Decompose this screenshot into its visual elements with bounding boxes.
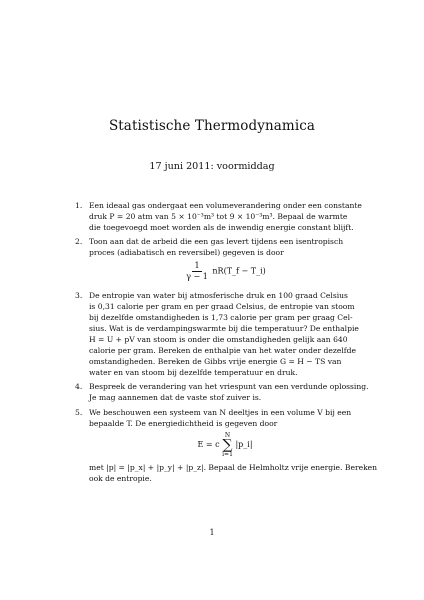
question-text bbox=[89, 200, 361, 233]
question-text bbox=[89, 290, 361, 378]
sum-upper-limit: N bbox=[224, 432, 231, 439]
question-1 bbox=[75, 200, 362, 233]
text-line: ook de entropie. bbox=[89, 474, 152, 483]
question-text-continued bbox=[89, 462, 378, 484]
page-number: 1 bbox=[209, 528, 215, 537]
text-line: We beschouwen een systeem van N deeltjes in een volume V bij een bbox=[89, 408, 352, 417]
text-line: omstandigheden. Bereken de Gibbs vrije energie G = H − TS van bbox=[89, 357, 342, 366]
fraction-numerator: 1 bbox=[194, 261, 200, 270]
energy-equation bbox=[89, 432, 361, 458]
text-line: water en van stoom bij dezelfde temperatuur en druk. bbox=[89, 368, 298, 377]
text-line: met |p| = |p_x| + |p_y| + |p_z|. Bepaal de Helmholtz vrije energie. Bereken bbox=[89, 463, 378, 472]
equation-rest: nR(T_f − T_i) bbox=[212, 266, 266, 276]
text-line: De entropie van water bij atmosferische druk en 100 graad Celsius bbox=[89, 291, 348, 300]
summand: |p_i| bbox=[235, 440, 253, 449]
question-number: 3. bbox=[75, 291, 83, 300]
question-4 bbox=[75, 381, 369, 403]
question-number: 2. bbox=[75, 237, 83, 246]
text-line: proces (adiabatisch en reversibel) gegeven is door bbox=[89, 248, 284, 257]
question-number: 5. bbox=[75, 408, 83, 417]
question-number: 1. bbox=[75, 201, 83, 210]
text-line: calorie per gram. Bereken de enthalpie van het water onder dezelfde bbox=[89, 346, 356, 355]
sigma-symbol: ∑ bbox=[222, 437, 233, 453]
question-2 bbox=[75, 236, 361, 286]
text-line: bij dezelfde omstandigheden is 1,73 calorie per gram per graag Cel- bbox=[89, 313, 353, 322]
question-text bbox=[89, 407, 361, 429]
question-text bbox=[89, 236, 361, 258]
text-line: H = U + pV van stoom is onder die omstandigheden gelijk aan 640 bbox=[89, 335, 348, 344]
question-3 bbox=[75, 290, 361, 378]
text-line: is 0,31 calorie per gram en per graad Celsius, de entropie van stoom bbox=[89, 302, 355, 311]
text-line: Bespreek de verandering van het vriespunt van een verdunde oplossing. bbox=[89, 382, 369, 391]
question-number: 4. bbox=[75, 382, 83, 391]
question-5 bbox=[75, 407, 378, 484]
text-line: druk P = 20 atm van 5 × 10⁻³m³ tot 9 × 10⁻³m³. Bepaal de warmte bbox=[89, 212, 348, 221]
page-title: Statistische Thermodynamica bbox=[108, 118, 316, 134]
fraction bbox=[184, 261, 210, 282]
text-line: die toegevoegd moet worden als de inwendig energie constant blijft. bbox=[89, 223, 354, 232]
exam-date: 17 juni 2011: voormiddag bbox=[149, 161, 275, 172]
question-text bbox=[89, 381, 369, 403]
text-line: Een ideaal gas ondergaat een volumeverandering onder een constante bbox=[89, 201, 362, 210]
fraction-denominator: γ − 1 bbox=[186, 272, 208, 281]
summation-sign bbox=[222, 432, 233, 458]
text-line: Toon aan dat de arbeid die een gas levert tijdens een isentropisch bbox=[89, 237, 344, 246]
text-line: Je mag aannemen dat de vaste stof zuiver is. bbox=[89, 393, 262, 402]
text-line: bepaalde T. De energiedichtheid is gegeven door bbox=[89, 419, 278, 428]
text-line: sius. Wat is de verdampingswarmte bij die temperatuur? De enthalpie bbox=[89, 324, 359, 333]
work-equation bbox=[89, 261, 361, 282]
sum-lower-limit: i=1 bbox=[222, 451, 233, 458]
equation-lhs: E = c bbox=[197, 440, 220, 449]
